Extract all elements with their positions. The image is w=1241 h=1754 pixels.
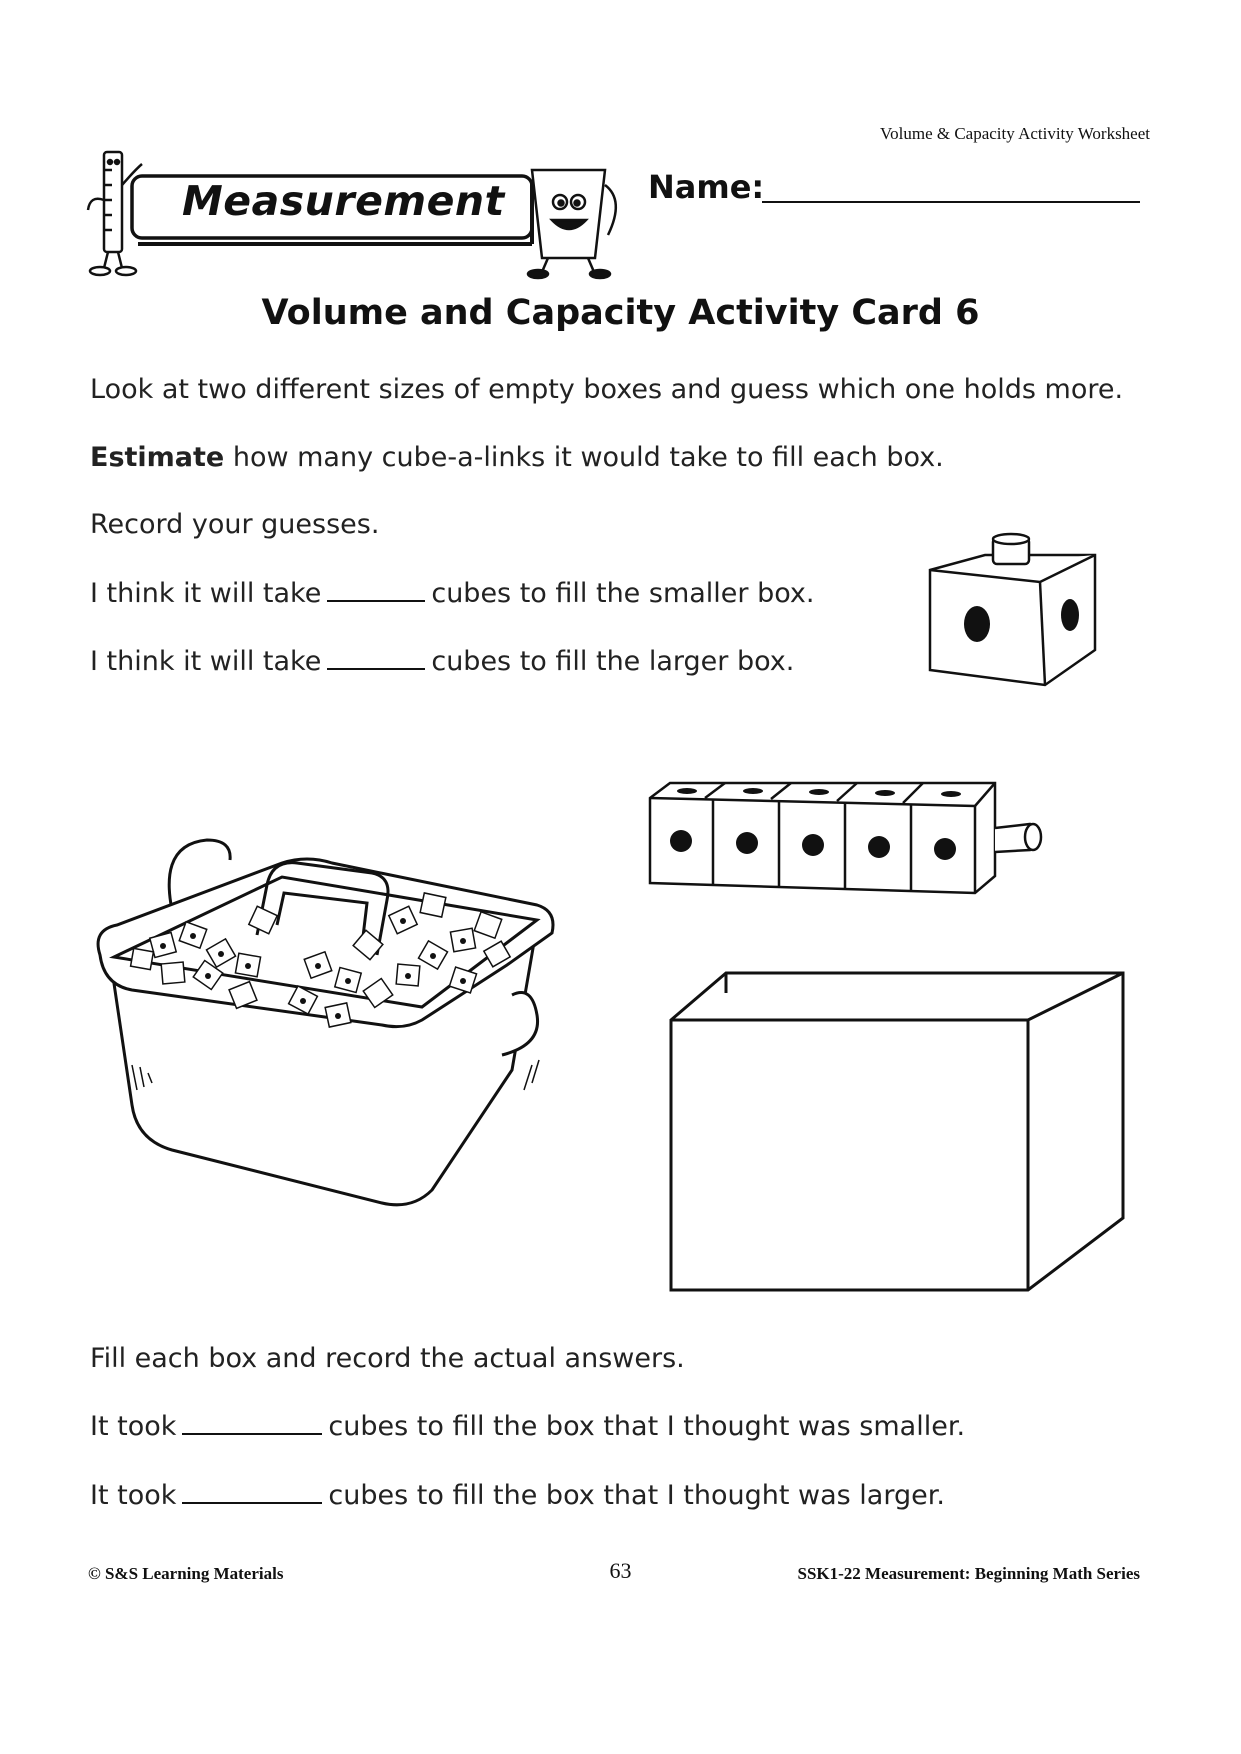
record-text: Record your guesses. bbox=[90, 509, 380, 540]
footer-copyright: © S&S Learning Materials bbox=[88, 1564, 284, 1583]
guess-larger-line bbox=[90, 646, 794, 677]
guess-larger-blank[interactable] bbox=[327, 667, 425, 670]
took-prefix: It took bbox=[90, 1411, 177, 1442]
measuring-cup-character-icon bbox=[528, 170, 616, 278]
banner-title: Measurement bbox=[182, 177, 505, 225]
guess-smaller-line bbox=[90, 578, 814, 609]
fill-text: Fill each box and record the actual answers. bbox=[90, 1343, 685, 1374]
estimate-text bbox=[90, 442, 944, 473]
name-label: Name: bbox=[648, 168, 765, 206]
name-field-line[interactable] bbox=[762, 201, 1140, 203]
estimate-bold: Estimate bbox=[90, 442, 225, 473]
guess-prefix: I think it will take bbox=[90, 646, 322, 677]
guess-prefix: I think it will take bbox=[90, 578, 322, 609]
took-larger-blank[interactable] bbox=[182, 1501, 322, 1504]
guess-smaller-blank[interactable] bbox=[327, 599, 425, 602]
linked-cubes-icon bbox=[645, 778, 1045, 898]
cube-filled-bin-icon bbox=[92, 815, 612, 1215]
took-smaller-line bbox=[90, 1411, 965, 1442]
intro-text: Look at two different sizes of empty boxes and guess which one holds more. bbox=[90, 374, 1124, 405]
footer-series: SSK1-22 Measurement: Beginning Math Series bbox=[797, 1564, 1140, 1583]
took-smaller-blank[interactable] bbox=[182, 1432, 322, 1435]
estimate-rest: how many cube-a-links it would take to fill each box. bbox=[224, 442, 944, 473]
guess-smaller-text: cubes to fill the smaller box. bbox=[431, 578, 815, 609]
took-smaller-text: cubes to fill the box that I thought was smaller. bbox=[328, 1411, 966, 1442]
single-cube-icon bbox=[925, 530, 1105, 690]
empty-box-icon bbox=[668, 968, 1128, 1298]
took-prefix: It took bbox=[90, 1480, 177, 1511]
took-larger-text: cubes to fill the box that I thought was larger. bbox=[328, 1480, 945, 1511]
took-larger-line bbox=[90, 1480, 945, 1511]
page-number: 63 bbox=[609, 1558, 632, 1583]
worksheet-label: Volume & Capacity Activity Worksheet bbox=[880, 124, 1150, 143]
guess-larger-text: cubes to fill the larger box. bbox=[431, 646, 795, 677]
card-title: Volume and Capacity Activity Card 6 bbox=[261, 293, 980, 333]
